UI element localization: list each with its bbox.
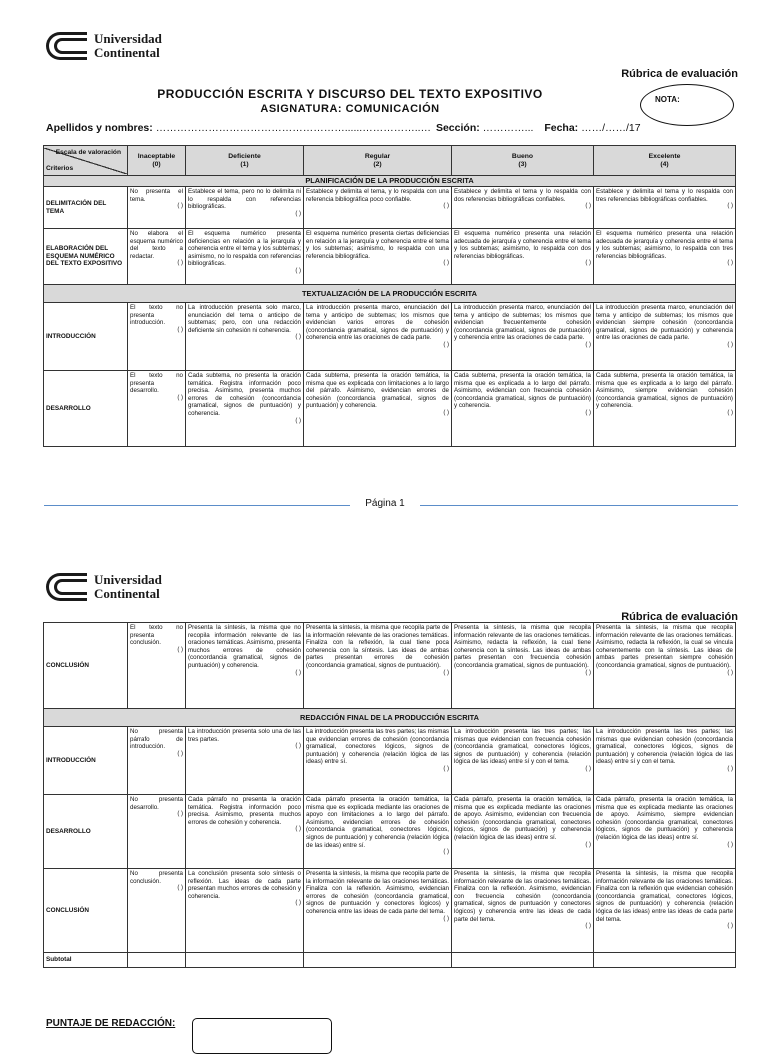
writing-score-box[interactable] xyxy=(192,1018,332,1054)
rubric-cell-level-4 xyxy=(594,303,736,371)
section-field[interactable]: …………... xyxy=(479,122,537,134)
rubric-cell-level-1 xyxy=(186,795,304,869)
rubric-cell-level-1 xyxy=(186,371,304,447)
name-field[interactable]: ………………………………………………......……………..… xyxy=(152,122,434,134)
score-mark-checkbox[interactable]: ( ) xyxy=(727,203,733,210)
rubric-cell-level-1 xyxy=(186,303,304,371)
rubric-cell-level-2 xyxy=(304,229,452,285)
subtotal-cell-0[interactable] xyxy=(128,953,186,968)
score-mark-checkbox[interactable]: ( ) xyxy=(295,669,301,676)
descriptor-text: Presenta la síntesis, la misma que recopila parte de la información relevante de las oraciones temáticas. Finaliza con la reflexión. Asimismo, evidencian errores de cohesión (concordancia gramatical, signos de puntuación y conectores lógicos) y coherencia entre las ideas de cada parte del tema. xyxy=(306,870,449,915)
section-header-planificacion: PLANIFICACIÓN DE LA PRODUCCIÓN ESCRITA xyxy=(44,176,736,187)
level-header-2: Regular (2) xyxy=(304,146,452,176)
subtotal-label: Subtotal xyxy=(44,953,128,968)
descriptor-text: Cada párrafo, presenta la oración temática, la misma que es explicada mediante las oraciones de apoyo. Asimismo, siempre evidencian cohesión (concordancia gramatical, conectores lógicos, signos de puntuación) y coherencia (relación lógica de las ideas) entre sí. xyxy=(596,796,733,841)
writing-score-label: PUNTAJE DE REDACCIÓN: xyxy=(46,1018,176,1029)
descriptor-text: La introducción presenta marco, enunciación del tema y anticipo de subtemas; los mismos que evidencian varios errores de cohesión (concordancia gramatical, signos de puntuación) y coherencia entre las oraciones de cada parte. xyxy=(306,304,449,342)
score-mark-checkbox[interactable]: ( ) xyxy=(443,260,449,267)
university-logo xyxy=(46,32,162,60)
logo-line-2: Continental xyxy=(94,45,160,60)
rubric-cell-level-4 xyxy=(594,371,736,447)
subtotal-cell-1[interactable] xyxy=(186,953,304,968)
score-mark-checkbox[interactable]: ( ) xyxy=(727,409,733,416)
descriptor-text: Cada párrafo presenta la oración temática, la misma que es explicada mediante las oraciones de apoyo con limitaciones a lo largo del párrafo. Asimismo, evidencian errores de cohesión (concordancia gramatical, conectores lógicos, signos de puntuación) y coherencia (relación lógica de las ideas) entre sí. xyxy=(306,796,449,849)
descriptor-text: La introducción presenta las tres partes; las mismas que evidencian errores de cohesión (concordancia gramatical, conectores lógicos, signos de puntuación) y coherencia (relación lógica de las ideas) entre sí. xyxy=(306,728,449,766)
score-mark-checkbox[interactable]: ( ) xyxy=(177,260,183,267)
score-mark-checkbox[interactable]: ( ) xyxy=(727,341,733,348)
descriptor-text: La conclusión presenta solo síntesis o reflexión. Las ideas de cada parte presentan muchos errores de cohesión y coherencia. xyxy=(188,870,301,900)
criterion-label: INTRODUCCIÓN xyxy=(44,303,128,371)
criterion-row xyxy=(44,229,736,285)
score-mark-checkbox[interactable]: ( ) xyxy=(727,923,733,930)
rubric-cell-level-2 xyxy=(304,727,452,795)
rubric-cell-level-3 xyxy=(452,229,594,285)
descriptor-text: La introducción presenta las tres partes; las mismas que evidencian con frecuencia cohesión (concordancia gramatical, conectores lógicos, signos de puntuación) y coherencia (relación lógica de las ideas) entre sí y con el tema. xyxy=(454,728,591,766)
score-mark-checkbox[interactable]: ( ) xyxy=(177,646,183,653)
logo-text xyxy=(94,573,162,601)
score-mark-checkbox[interactable]: ( ) xyxy=(443,203,449,210)
criterion-row xyxy=(44,371,736,447)
descriptor-text: Presenta la síntesis, la misma que recopila información relevante de las oraciones temáticas. Finaliza con la reflexión que evidencian cohesión (concordancia gramatical, conectores lógicos, signos de puntuación) y coherencia (relación lógica de las ideas) entre las ideas de cada parte del tema. xyxy=(596,870,733,923)
criterion-label: INTRODUCCIÓN xyxy=(44,727,128,795)
rubric-cell-level-3 xyxy=(452,187,594,229)
rubric-cell-level-2 xyxy=(304,623,452,709)
rubric-cell-level-0 xyxy=(128,727,186,795)
score-mark-checkbox[interactable]: ( ) xyxy=(177,394,183,401)
logo-line-1: Universidad xyxy=(94,572,162,587)
rubric-cell-level-2 xyxy=(304,795,452,869)
score-mark-checkbox[interactable]: ( ) xyxy=(295,826,301,833)
rubric-cell-level-1 xyxy=(186,869,304,953)
score-mark-checkbox[interactable]: ( ) xyxy=(295,743,301,750)
logo-mark-icon xyxy=(46,32,86,60)
criteria-header-cell xyxy=(44,146,128,176)
descriptor-text: Presenta la síntesis, la misma que recopila información relevante de las oraciones temáticas. Finaliza con la reflexión. Asimismo, evidencian con frecuencia cohesión (concordancia gramatical, signos de puntuación y conectores lógicos) y coherencia entre las ideas de cada parte del tema. xyxy=(454,870,591,923)
rubric-cell-level-0 xyxy=(128,187,186,229)
rubric-cell-level-2 xyxy=(304,371,452,447)
descriptor-text: No presenta conclusión. xyxy=(130,870,183,885)
descriptor-text: No presenta desarrollo. xyxy=(130,796,183,811)
criterion-row xyxy=(44,623,736,709)
criteria-label: Criterios xyxy=(46,164,74,172)
score-mark-checkbox[interactable]: ( ) xyxy=(727,260,733,267)
rubric-cell-level-4 xyxy=(594,623,736,709)
criterion-label: DESARROLLO xyxy=(44,795,128,869)
rubric-cell-level-0 xyxy=(128,623,186,709)
level-header-1: Deficiente (1) xyxy=(186,146,304,176)
rubric-cell-level-3 xyxy=(452,623,594,709)
criterion-row xyxy=(44,187,736,229)
descriptor-text: Cada párrafo no presenta la oración temática. Registra información poco precisa. Asimismo, presenta muchos errores de cohesión y coherencia. xyxy=(188,796,301,826)
logo-mark-icon xyxy=(46,573,86,601)
score-mark-checkbox[interactable]: ( ) xyxy=(727,669,733,676)
rubric-cell-level-0 xyxy=(128,869,186,953)
rubric-cell-level-4 xyxy=(594,229,736,285)
logo-text xyxy=(94,32,162,60)
score-mark-checkbox[interactable]: ( ) xyxy=(443,409,449,416)
document-title: PRODUCCIÓN ESCRITA Y DISCURSO DEL TEXTO EXPOSITIVO xyxy=(157,87,543,101)
score-mark-checkbox[interactable]: ( ) xyxy=(585,203,591,210)
rubric-cell-level-3 xyxy=(452,869,594,953)
subtotal-cell-4[interactable] xyxy=(594,953,736,968)
score-mark-checkbox[interactable]: ( ) xyxy=(585,341,591,348)
rubric-cell-level-1 xyxy=(186,727,304,795)
score-mark-checkbox[interactable]: ( ) xyxy=(585,765,591,772)
descriptor-text: La introducción presenta solo una de las tres partes. xyxy=(188,728,301,743)
criterion-label: DESARROLLO xyxy=(44,371,128,447)
rubric-cell-level-0 xyxy=(128,371,186,447)
descriptor-text: Presenta la síntesis, la misma que recopila información relevante de las oraciones temáticas. Asimismo, redacta la reflexión, la cual tiene coherencia con la síntesis. Las ideas de ambas partes presentan con frecuencia cohesión (concordancia gramatical, signos de puntuación). xyxy=(454,624,591,669)
descriptor-text: Cada párrafo, presenta la oración temática, la misma que es explicada mediante las oraciones de apoyo. Asimismo, evidencian con frecuencia cohesión (concordancia gramatical, conectores lógicos, signos de puntuación) y coherencia (relación lógica de las ideas) entre sí. xyxy=(454,796,591,841)
descriptor-text: El texto no presenta conclusión. xyxy=(130,624,183,647)
criterion-row xyxy=(44,303,736,371)
descriptor-text: Cada subtema, no presenta la oración temática. Registra información poco precisa. Asimismo, presenta muchos errores de cohesión (concordancia gramatical, signos de puntuación) y coherencia. xyxy=(188,372,301,417)
logo-line-2: Continental xyxy=(94,586,160,601)
descriptor-text: El esquema numérico presenta una relación adecuada de jerarquía y coherencia entre el tema y los subtemas; asimismo, lo respalda con dos referencias bibliográficas. xyxy=(454,230,591,260)
grade-label: NOTA: xyxy=(655,95,680,104)
score-mark-checkbox[interactable]: ( ) xyxy=(727,841,733,848)
rubric-cell-level-3 xyxy=(452,303,594,371)
descriptor-text: El esquema numérico presenta una relación adecuada de jerarquía y coherencia entre el tema y los subtemas; asimismo, lo respalda con tres referencias bibliográficas. xyxy=(596,230,733,260)
score-mark-checkbox[interactable]: ( ) xyxy=(443,765,449,772)
subject-title: ASIGNATURA: COMUNICACIÓN xyxy=(260,103,440,115)
level-header-4: Excelente (4) xyxy=(594,146,736,176)
level-header-0: Inaceptable (0) xyxy=(128,146,186,176)
section-header-textualizacion: TEXTUALIZACIÓN DE LA PRODUCCIÓN ESCRITA xyxy=(44,285,736,303)
rubric-cell-level-2 xyxy=(304,187,452,229)
section-header-redaccion-final: REDACCIÓN FINAL DE LA PRODUCCIÓN ESCRITA xyxy=(44,709,736,727)
score-mark-checkbox[interactable]: ( ) xyxy=(295,417,301,424)
subtotal-cell-3[interactable] xyxy=(452,953,594,968)
rubric-table-page-1 xyxy=(43,145,736,447)
criterion-row xyxy=(44,795,736,869)
criterion-row xyxy=(44,869,736,953)
score-mark-checkbox[interactable]: ( ) xyxy=(295,210,301,217)
criterion-row xyxy=(44,727,736,795)
rubric-cell-level-0 xyxy=(128,229,186,285)
rubric-cell-level-4 xyxy=(594,727,736,795)
descriptor-text: Establece y delimita el tema y lo respalda con tres referencias bibliográficas confiables. xyxy=(596,188,733,203)
rubric-cell-level-1 xyxy=(186,229,304,285)
logo-line-1: Universidad xyxy=(94,31,162,46)
score-mark-checkbox[interactable]: ( ) xyxy=(177,326,183,333)
descriptor-text: El esquema numérico presenta deficiencias en relación a la jerarquía y coherencia entre el tema y los subtemas; asimismo, no lo respalda con referencias bibliográficas. xyxy=(188,230,301,268)
rubric-cell-level-0 xyxy=(128,303,186,371)
rubric-cell-level-1 xyxy=(186,623,304,709)
descriptor-text: La introducción presenta solo marco, enunciación del tema o anticipo de subtemas; pero, con una redacción deficiente sin cohesión ni coherencia. xyxy=(188,304,301,334)
descriptor-text: Presenta la síntesis, la misma que recopila información relevante de las oraciones temáticas. Asimismo, redacta la reflexión, la cual se vincula coherentemente con la síntesis. Las ideas de ambas partes presentan siempre cohesión (concordancia gramatical, signos de puntuación). xyxy=(596,624,733,669)
rubric-cell-level-2 xyxy=(304,869,452,953)
descriptor-text: No presenta el tema. xyxy=(130,188,183,203)
subtotal-cell-2[interactable] xyxy=(304,953,452,968)
score-mark-checkbox[interactable]: ( ) xyxy=(443,669,449,676)
rubric-cell-level-3 xyxy=(452,795,594,869)
rubric-cell-level-2 xyxy=(304,303,452,371)
rubric-label: Rúbrica de evaluación xyxy=(621,68,738,80)
score-mark-checkbox[interactable]: ( ) xyxy=(443,341,449,348)
descriptor-text: Presenta la síntesis, la misma que no recopila información relevante de las oraciones temáticas. Asimismo, presenta muchos errores de cohesión (concordancia gramatical, signos de puntuación) y coherencia. xyxy=(188,624,301,669)
score-mark-checkbox[interactable]: ( ) xyxy=(443,915,449,922)
score-mark-checkbox[interactable]: ( ) xyxy=(585,841,591,848)
date-field[interactable]: ……/……/17 xyxy=(578,122,641,134)
descriptor-text: Cada subtema, presenta la oración temática, la misma que es explicada a lo largo del párrafo. Asimismo, siempre evidencian cohesión (concordancia gramatical, signos de puntuación) y coherencia. xyxy=(596,372,733,410)
level-header-3: Bueno (3) xyxy=(452,146,594,176)
descriptor-text: La introducción presenta marco, enunciación del tema y anticipo de subtemas; los mismos que evidencian frecuentemente cohesión (concordancia gramatical, signos de puntuación) y coherencia entre las oraciones de cada parte. xyxy=(454,304,591,342)
score-mark-checkbox[interactable]: ( ) xyxy=(295,267,301,274)
descriptor-text: Cada subtema, presenta la oración temática, la misma que es explicada a lo largo del párrafo. Asimismo, evidencian con frecuencia cohesión (concordancia gramatical, signos de puntuación) y coherencia. xyxy=(454,372,591,410)
descriptor-text: Establece y delimita el tema y lo respalda con dos referencias bibliográficas confiables. xyxy=(454,188,591,203)
descriptor-text: El esquema numérico presenta ciertas deficiencias en relación a la jerarquía y coherencia entre el tema y los subtemas; asimismo, lo respalda con una referencia bibliográfica. xyxy=(306,230,449,260)
score-mark-checkbox[interactable]: ( ) xyxy=(177,885,183,892)
descriptor-text: Establece y delimita el tema, y lo respalda con una referencia bibliográfica poco confiable. xyxy=(306,188,449,203)
rubric-cell-level-4 xyxy=(594,795,736,869)
score-mark-checkbox[interactable]: ( ) xyxy=(295,900,301,907)
diagonal-header xyxy=(44,148,127,174)
descriptor-text: Cada subtema, presenta la oración temática, la misma que es explicada con limitaciones a lo largo del párrafo. Asimismo, evidencian errores de cohesión (concordancia gramatical, signos de puntuación) y coherencia. xyxy=(306,372,449,410)
score-mark-checkbox[interactable]: ( ) xyxy=(177,203,183,210)
rubric-cell-level-4 xyxy=(594,187,736,229)
rubric-table-page-2 xyxy=(43,622,736,968)
criterion-label: DELIMITACIÓN DEL TEMA xyxy=(44,187,128,229)
score-mark-checkbox[interactable]: ( ) xyxy=(295,334,301,341)
descriptor-text: La introducción presenta las tres partes; las mismas que evidencian cohesión (concordancia gramatical, conectores lógicos, signos de puntuación) y coherencia (relación lógica de las ideas) entre sí y con el tema. xyxy=(596,728,733,766)
university-logo-page-2 xyxy=(46,573,162,601)
rubric-label-page-2: Rúbrica de evaluación xyxy=(621,611,738,623)
rubric-cell-level-4 xyxy=(594,869,736,953)
date-label: Fecha: xyxy=(544,122,579,134)
rubric-cell-level-3 xyxy=(452,727,594,795)
student-info-line xyxy=(46,122,641,134)
score-mark-checkbox[interactable]: ( ) xyxy=(585,260,591,267)
criterion-label: ELABORACIÓN DEL ESQUEMA NUMÉRICO DEL TEXTO EXPOSITIVO xyxy=(44,229,128,285)
name-label: Apellidos y nombres: xyxy=(46,122,153,134)
scale-label: Escala de valoración xyxy=(55,148,121,156)
score-mark-checkbox[interactable]: ( ) xyxy=(585,923,591,930)
section-label: Sección: xyxy=(435,122,480,134)
score-mark-checkbox[interactable]: ( ) xyxy=(585,409,591,416)
descriptor-text: Establece el tema, pero no lo delimita ni lo respalda con referencias bibliográficas. xyxy=(188,188,301,211)
score-mark-checkbox[interactable]: ( ) xyxy=(443,849,449,856)
descriptor-text: No presenta párrafo de introducción. xyxy=(130,728,183,751)
descriptor-text: La introducción presenta marco, enunciación del tema y anticipo de subtemas; los mismos que evidencian siempre cohesión (concordancia gramatical, signos de puntuación) y coherencia entre las oraciones de cada parte. xyxy=(596,304,733,342)
score-mark-checkbox[interactable]: ( ) xyxy=(727,765,733,772)
score-mark-checkbox[interactable]: ( ) xyxy=(585,669,591,676)
rubric-cell-level-1 xyxy=(186,187,304,229)
descriptor-text: El texto no presenta desarrollo. xyxy=(130,372,183,395)
criterion-label: CONCLUSIÓN xyxy=(44,623,128,709)
rubric-cell-level-0 xyxy=(128,795,186,869)
score-mark-checkbox[interactable]: ( ) xyxy=(177,750,183,757)
descriptor-text: El texto no presenta introducción. xyxy=(130,304,183,327)
page-number: Página 1 xyxy=(350,498,420,509)
score-mark-checkbox[interactable]: ( ) xyxy=(177,811,183,818)
descriptor-text: No elabora el esquema numérico del texto a redactar. xyxy=(130,230,183,260)
descriptor-text: Presenta la síntesis, la misma que recopila parte de la información relevante de las oraciones temáticas. Finaliza con la reflexión, la cual tiene poca coherencia con la síntesis. Las ideas de ambas partes presentan errores de cohesión (concordancia gramatical, signos de puntuación). xyxy=(306,624,449,669)
grade-oval[interactable] xyxy=(640,84,734,126)
rubric-cell-level-3 xyxy=(452,371,594,447)
criterion-label: CONCLUSIÓN xyxy=(44,869,128,953)
